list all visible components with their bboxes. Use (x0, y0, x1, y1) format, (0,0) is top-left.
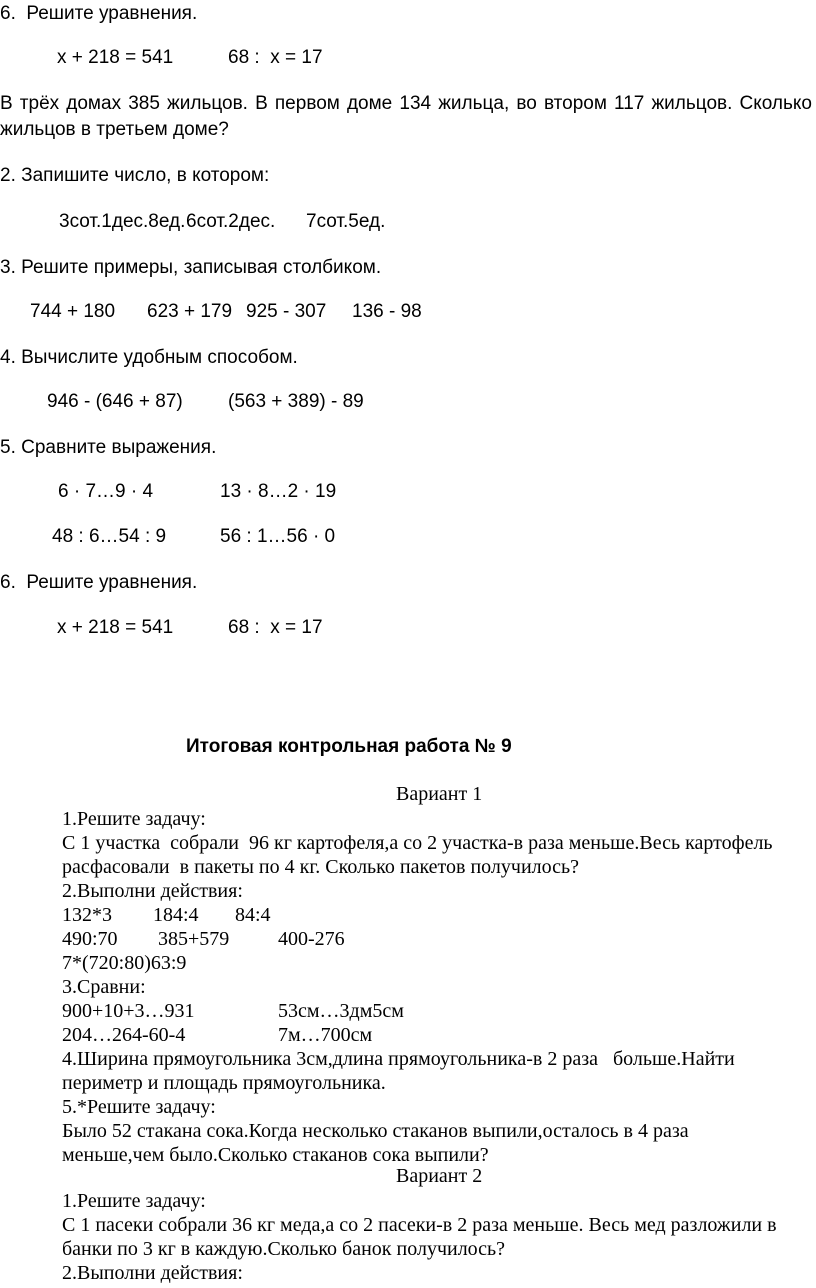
comparison: 204…264-60-4 (62, 1024, 186, 1046)
v1-task4-line-2: периметр и площадь прямоугольника. (62, 1072, 386, 1094)
task5-row-1 (0, 480, 816, 504)
v2-task2-heading: 2.Выполни действия: (62, 1262, 243, 1284)
v1-compare-row-2 (62, 1023, 762, 1047)
comparison: 900+10+3…931 (62, 1000, 195, 1022)
operation: 400-276 (278, 928, 345, 950)
operation: 184:4 (153, 904, 199, 926)
task2-items (0, 210, 816, 234)
task2-heading: 2. Запишите число, в котором: (0, 165, 270, 186)
task3-item: 136 - 98 (352, 301, 422, 322)
task2-item: 7сот.5ед. (306, 211, 386, 232)
houses-problem-line-2: жильцов в третьем доме? (0, 119, 229, 140)
v1-task1-heading: 1.Решите задачу: (62, 808, 206, 830)
equation: x + 218 = 541 (57, 617, 174, 638)
operation: 385+579 (158, 928, 230, 950)
v1-compare-row-1 (62, 999, 762, 1023)
task3-item: 925 - 307 (246, 301, 327, 322)
equation: 68 : x = 17 (228, 617, 323, 638)
task4-items (0, 390, 816, 414)
task5-item: 56 : 1…56 · 0 (220, 526, 336, 547)
task5-item: 13 · 8…2 · 19 (220, 481, 337, 502)
v1-task1-line-1: С 1 участка собрали 96 кг картофеля,а со 2 участка-в раза меньше.Весь картофель (62, 832, 773, 854)
task3-item: 744 + 180 (30, 301, 116, 322)
v1-task2-heading: 2.Выполни действия: (62, 880, 243, 902)
v1-task3-heading: 3.Сравни: (62, 976, 146, 998)
equations-row-1 (0, 46, 816, 70)
v1-task1-line-2: расфасовали в пакеты по 4 кг. Сколько пакетов получилось? (62, 856, 580, 878)
task6b-heading: 6. Решите уравнения. (0, 572, 198, 593)
equations-row-2 (0, 616, 816, 640)
equation: 68 : x = 17 (228, 47, 323, 68)
variant-1-label: Вариант 1 (396, 783, 483, 805)
v2-task1-heading: 1.Решите задачу: (62, 1190, 206, 1212)
task2-item: 3сот.1дес.8ед. (59, 211, 186, 232)
operation: 132*3 (62, 904, 112, 926)
v1-task5-line-1: Было 52 стакана сока.Когда несколько стаканов выпили,осталось в 4 раза (62, 1120, 689, 1142)
task5-item: 48 : 6…54 : 9 (52, 526, 167, 547)
v1-task5-heading: 5.*Решите задачу: (62, 1096, 216, 1118)
v2-task1-line-2: банки по 3 кг в каждую.Сколько банок получилось? (62, 1238, 506, 1260)
v1-ops-row-2 (62, 927, 762, 951)
operation: 490:70 (62, 928, 118, 950)
task6-heading: 6. Решите уравнения. (0, 3, 198, 24)
v1-task5-line-2: меньше,чем было.Сколько стаканов сока выпили? (62, 1144, 489, 1166)
houses-problem-line-1: В трёх домах 385 жильцов. В первом доме 134 жильца, во втором 117 жильцов. Сколько (0, 93, 812, 114)
task3-heading: 3. Решите примеры, записывая столбиком. (0, 257, 382, 278)
task4-item: (563 + 389) - 89 (228, 391, 364, 412)
operation: 84:4 (235, 904, 271, 926)
comparison: 53см…3дм5см (278, 1000, 404, 1022)
task3-item: 623 + 179 (147, 301, 233, 322)
test-title: Итоговая контрольная работа № 9 (186, 736, 512, 757)
comparison: 7м…700см (278, 1024, 373, 1046)
v1-task4-line-1: 4.Ширина прямоугольника 3см,длина прямоугольника-в 2 раза больше.Найти (62, 1048, 735, 1070)
task5-row-2 (0, 525, 816, 549)
task4-heading: 4. Вычислите удобным способом. (0, 347, 298, 368)
v1-ops-row-1 (62, 903, 762, 927)
task5-item: 6 · 7…9 · 4 (58, 481, 154, 502)
task2-item: 6сот.2дес. (186, 211, 276, 232)
variant-2-label: Вариант 2 (396, 1165, 483, 1187)
task3-items (0, 300, 816, 324)
v2-task1-line-1: С 1 пасеки собрали 36 кг меда,а со 2 пасеки-в 2 раза меньше. Весь мед разложили в (62, 1214, 777, 1236)
v1-ops-row-3: 7*(720:80)63:9 (62, 952, 187, 974)
task4-item: 946 - (646 + 87) (47, 391, 183, 412)
task5-heading: 5. Сравните выражения. (0, 437, 217, 458)
equation: x + 218 = 541 (57, 47, 174, 68)
